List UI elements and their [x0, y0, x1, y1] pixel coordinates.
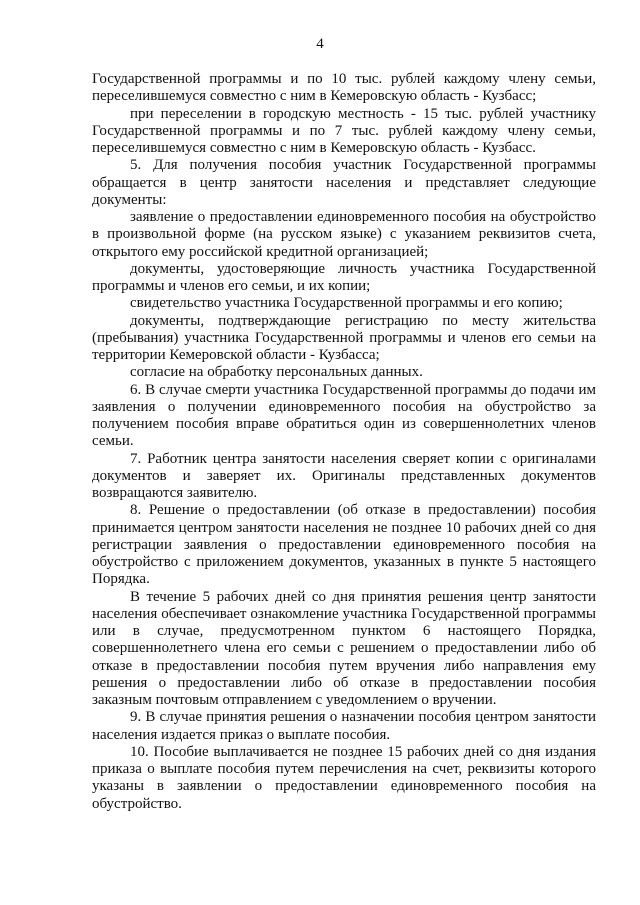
- paragraph-item-6: 6. В случае смерти участника Государственной программы до подачи им заявления о получении единовременного пособия на обустройство за получением пособия вправе обратиться один из совершеннолетних членов семьи.: [92, 381, 596, 450]
- paragraph-item-9: 9. В случае принятия решения о назначении пособия центром занятости населения издается приказ о выплате пособия.: [92, 709, 596, 743]
- paragraph-identity-documents: документы, удостоверяющие личность участника Государственной программы и членов его семьи, и их копии;: [92, 260, 596, 294]
- paragraph-urban-resettlement: при переселении в городскую местность - 15 тыс. рублей участнику Государственной программы и по 7 тыс. рублей каждому члену семьи, переселившемуся совместно с ним в Кемеровскую область - Кузбасс.: [92, 105, 596, 156]
- paragraph-item-5: 5. Для получения пособия участник Государственной программы обращается в центр занятости населения и представляет следующие документы:: [92, 157, 596, 208]
- document-body: [92, 71, 596, 813]
- paragraph-application: заявление о предоставлении единовременного пособия на обустройство в произвольной форме (на русском языке) с указанием реквизитов счета, открытого ему российской кредитной организацией;: [92, 209, 596, 260]
- paragraph-item-10: 10. Пособие выплачивается не позднее 15 рабочих дней со дня издания приказа о выплате пособия путем перечисления на счет, реквизиты которого указаны в заявлении о предоставлении единовременного пособия на обустройство.: [92, 743, 596, 812]
- paragraph-personal-data-consent: согласие на обработку персональных данных.: [130, 364, 423, 381]
- paragraph-item-8: 8. Решение о предоставлении (об отказе в предоставлении) пособия принимается центром занятости населения не позднее 10 рабочих дней со дня регистрации заявления о предоставлении единовременного пособия на обустройство с приложением документов, указанных в пункте 5 настоящего Порядка.: [92, 502, 596, 588]
- paragraph-notification: В течение 5 рабочих дней со дня принятия решения центр занятости населения обеспечивает ознакомление участника Государственной программы или в случае, предусмотренном пунктом 6 настоящего Порядка, совершеннолетнего члена его семьи с решением о предоставлении либо об отказе в предоставлении пособия путем вручения либо направления ему решения о предоставлении либо об отказе в предоставлении пособия заказным почтовым отправлением с уведомлением о вручении.: [92, 588, 596, 708]
- paragraph-certificate: свидетельство участника Государственной программы и его копию;: [130, 295, 563, 312]
- paragraph-continuation: Государственной программы и по 10 тыс. рублей каждому члену семьи, переселившемуся совместно с ним в Кемеровскую область - Кузбасс;: [92, 71, 596, 105]
- page-number: 4: [316, 36, 324, 52]
- paragraph-registration-documents: документы, подтверждающие регистрацию по месту жительства (пребывания) участника Государственной программы и членов его семьи на территории Кемеровской области - Кузбасса;: [92, 312, 596, 363]
- paragraph-item-7: 7. Работник центра занятости населения сверяет копии с оригиналами документов и заверяет их. Оригиналы представленных документов возвращаются заявителю.: [92, 450, 596, 501]
